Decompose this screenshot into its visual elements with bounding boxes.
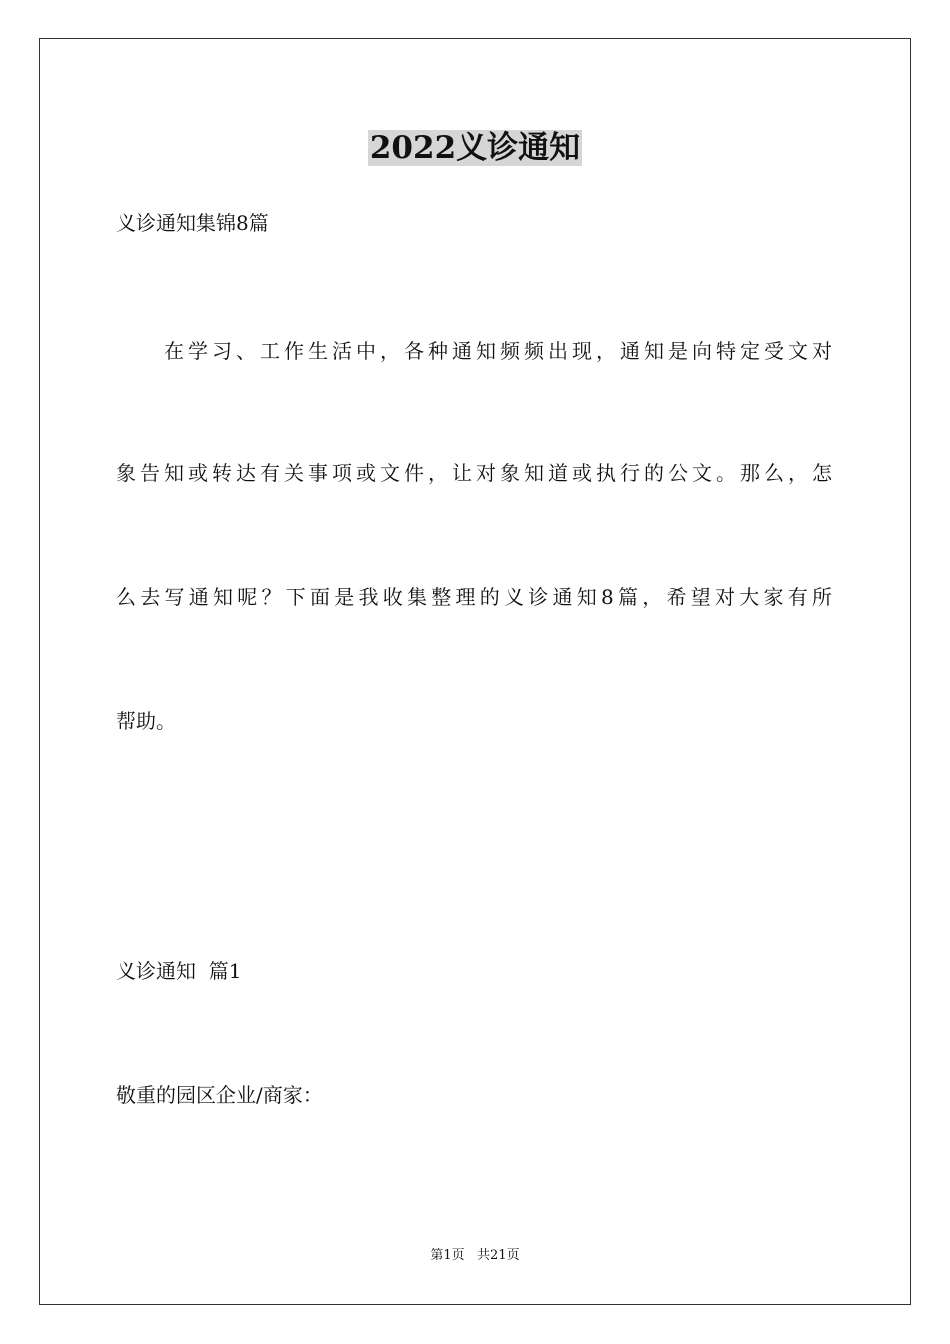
intro-line-3: 么去写通知呢？下面是我收集整理的义诊通知8篇，希望对大家有所 [116,585,832,609]
salutation: 敬重的园区企业/商家： [116,1083,323,1107]
intro-line-4: 帮助。 [116,709,176,733]
document-subtitle: 义诊通知集锦8篇 [116,211,269,235]
document-title [0,126,950,170]
intro-line-1: 在学习、工作生活中，各种通知频频出现，通知是向特定受文对 [164,339,832,363]
page-footer: 第1页 共21页 [430,1248,520,1263]
section-heading: 义诊通知 篇1 [116,959,242,983]
intro-line-2: 象告知或转达有关事项或文件，让对象知道或执行的公文。那么，怎 [116,461,832,485]
document-title-text: 2022义诊通知 [369,130,581,166]
